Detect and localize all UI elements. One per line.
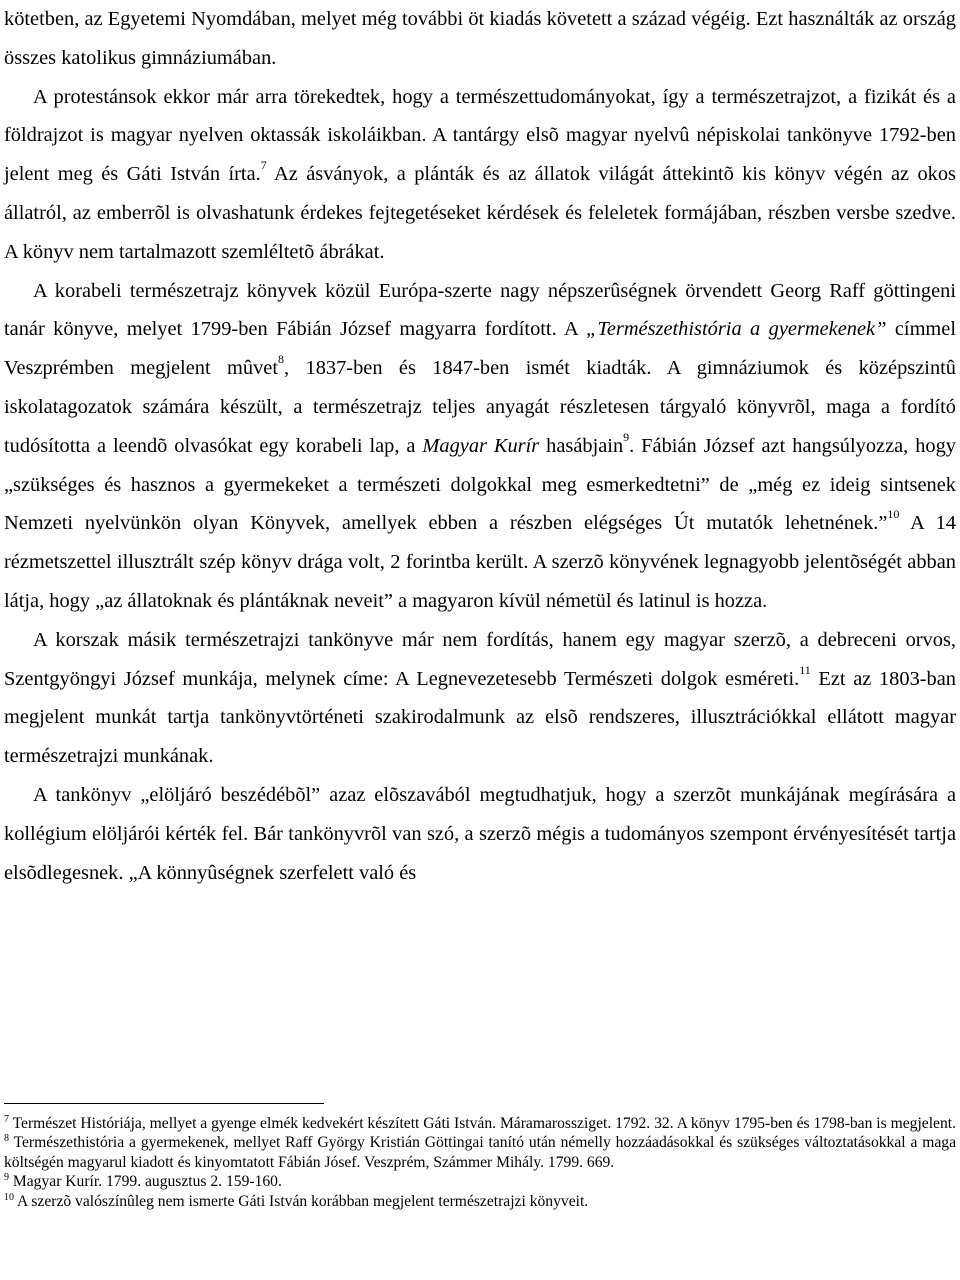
- footnote-ref: 11: [799, 662, 811, 677]
- italic-title: „Természethistória a gyermekenek”: [586, 318, 887, 341]
- text-run: A protestánsok ekkor már arra törekedtek, hogy a természettudományokat, így a természetrajzot, a fizikát és a földrajzot is magyar nyelven oktassák iskoláikban. A tantárgy elsõ magyar nyelvû népiskolai tankönyve 1792-ben jelent meg és Gáti István írta.: [4, 85, 956, 186]
- footnotes: [4, 1114, 956, 1211]
- text-run: címmel Veszprémben megjelent mûvet: [4, 318, 957, 380]
- footnote-number: 8: [4, 1133, 9, 1145]
- footnote-text: Természet Históriája, mellyet a gyenge elmék kedvekért készített Gáti István. Máramarossziget. 1792. 32. A könyv 1795-ben és 1798-ban is megjelent.: [9, 1115, 956, 1132]
- body-text: [4, 0, 956, 892]
- footnote-number: 7: [4, 1114, 9, 1125]
- footnote-text: Magyar Kurír. 1799. augusztus 2. 159-160.: [9, 1173, 282, 1191]
- paragraph: [4, 272, 956, 621]
- paragraph: [4, 621, 956, 776]
- footnote-ref: 10: [887, 507, 900, 522]
- text-run: Ezt az 1803-ban megjelent munkát tartja tankönyvtörténeti szakirodalmunk az elsõ rendszeres, illusztrációkkal ellátott magyar természetrajzi munkának.: [4, 667, 956, 768]
- text-run: A tankönyv „elöljáró beszédébõl” azaz elõszavából megtudhatjuk, hogy a szerzõt munkájának megírására a kollégium elöljárói kérték fel. Bár tankönyvrõl van szó, a szerzõ mégis a tudományos szempont érvényesítését tartja elsõdlegesnek. „A könnyûségnek szerfelett való és: [4, 783, 956, 884]
- footnote-ref: 9: [623, 429, 630, 444]
- text-run: , 1837-ben és 1847-ben ismét kiadták. A gimnáziumok és középszintû iskolatagozatok számára készült, a természetrajz teljes anyagát részletesen tárgyaló könyvrõl, maga a fordító tudósította a leendõ olvasókat egy korabeli lap, a: [4, 357, 956, 457]
- text-run: A korszak másik természetrajzi tankönyve már nem fordítás, hanem egy magyar szerzõ, a debreceni orvos, Szentgyöngyi József munkája, melynek címe: A Legnevezetesebb Természeti dolgok esméreti.: [4, 628, 956, 690]
- text-run: . Fábián József azt hangsúlyozza, hogy „szükséges és hasznos a gyermekeket a természeti dolgokkal meg esmerkedtetni” de „még ez ideig sintsenek Nemzeti nyelvünkön olyan Könyvek, amellyek ebben a részben elégséges Út mutatók lehetnének.”: [4, 434, 956, 535]
- footnote: [4, 1114, 956, 1133]
- italic-title: Magyar Kurír: [422, 434, 540, 457]
- paragraph: [4, 0, 956, 78]
- footnote: [4, 1172, 956, 1191]
- footnote: [4, 1133, 956, 1172]
- text-run: hasábjain: [539, 434, 624, 457]
- paragraph: [4, 78, 956, 272]
- footnote-ref: 8: [278, 352, 285, 367]
- footnote-separator: [4, 1103, 324, 1104]
- footnote-number: 10: [4, 1191, 14, 1203]
- text-run: Az ásványok, a plánták és az állatok világát áttekintõ kis könyv végén az okos állatról, az emberrõl is olvashatunk érdekes fejtegetéseket kérdések és feleletek formájában, részben versbe szedve. A könyv nem tartalmazott szemléltetõ ábrákat.: [4, 163, 956, 263]
- footnote-ref: 7: [260, 158, 267, 173]
- text-run: A 14 rézmetszettel illusztrált szép könyv drága volt, 2 forintba került. A szerzõ könyvének legnagyobb jelentõségét abban látja, hogy „az állatoknak és plántáknak neveit” a magyaron kívül németül és latinul is hozza.: [4, 512, 956, 612]
- text-run: A korabeli természetrajz könyvek közül Európa-szerte nagy népszerûségnek örvendett Georg Raff göttingeni tanár könyve, melyet 1799-ben Fábián József magyarra fordított. A: [4, 279, 956, 341]
- footnote-number: 9: [4, 1172, 9, 1184]
- footnote: [4, 1192, 956, 1211]
- paragraph: [4, 776, 956, 892]
- text-run: kötetben, az Egyetemi Nyomdában, melyet még további öt kiadás követett a század végéig. Ezt használták az ország összes katolikus gimnáziumában.: [4, 8, 956, 69]
- footnote-text: A szerzõ valószínûleg nem ismerte Gáti István korábban megjelent természetrajzi könyveit.: [14, 1192, 589, 1210]
- footnote-text: Természethistória a gyermekenek, mellyet Raff György Kristián Göttingai tanító után némelly hozzáadásokkal és szükséges változtatásokkal a maga költségén magyarul kiadott és kinyomtatott Fábián Jósef. Veszprém, Számmer Mihály. 1799. 669.: [4, 1134, 956, 1171]
